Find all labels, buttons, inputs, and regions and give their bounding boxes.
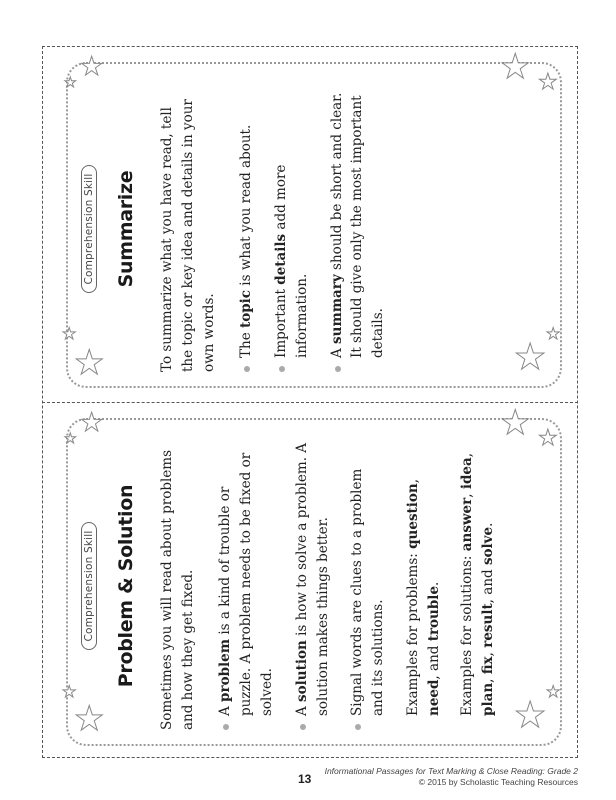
star-icon: ★ [546, 324, 561, 343]
star-icon: ★ [514, 337, 547, 378]
star-icon: ★ [74, 343, 105, 383]
star-icon: ★ [546, 682, 561, 701]
star-icon: ★ [64, 431, 77, 447]
star-icon: ★ [500, 47, 531, 87]
cut-line-divider [42, 402, 578, 403]
bullet-dot-icon [355, 724, 361, 730]
summarize-card [62, 47, 562, 388]
bullet-item: Signal words are clues to a problem and its solutions. [347, 442, 389, 730]
star-icon: ★ [514, 695, 547, 736]
star-icon: ★ [62, 682, 77, 701]
problem-solution-card-content [68, 420, 564, 748]
bullet-dot-icon [279, 366, 285, 372]
star-icon: ★ [62, 324, 77, 343]
footer-book-title: Informational Passages for Text Marking & Close Reading: Grade 2 [324, 766, 578, 776]
summarize-card-content [68, 64, 564, 390]
skill-badge: Comprehension Skill [81, 522, 97, 649]
star-icon: ★ [80, 408, 104, 438]
skill-badge: Comprehension Skill [81, 165, 97, 292]
star-icon: ★ [500, 403, 531, 443]
page-number: 13 [298, 772, 312, 786]
examples-solutions: Examples for solutions: answer, idea, plan, fix, result, and solve. [459, 452, 497, 716]
footer-copyright: © 2015 by Scholastic Teaching Resources [418, 777, 578, 788]
intro-text: To summarize what you have read, tell the topic or key idea and details in your own words. [159, 99, 217, 372]
star-icon: ★ [538, 426, 558, 451]
bullet-dot-icon [335, 366, 341, 372]
card-title: Summarize [115, 170, 137, 288]
bullet-dot-icon [223, 724, 229, 730]
bullet-dot-icon [300, 724, 306, 730]
bullet-dot-icon [244, 366, 250, 372]
examples-problems: Examples for problems: question, need, and trouble. [405, 478, 443, 716]
footer-credit [325, 766, 578, 789]
bullet-item: A summary should be short and clear. It should give only the most important details. [327, 86, 390, 372]
star-icon: ★ [64, 75, 77, 91]
intro-text: Sometimes you will read about problems and how they get fixed. [159, 449, 196, 730]
star-icon: ★ [80, 52, 104, 82]
bullet-item: Important details add more information. [271, 86, 313, 372]
star-icon: ★ [74, 699, 105, 739]
bullet-item: A solution is how to solve a problem. A solution makes things better. [292, 442, 334, 730]
card-title: Problem & Solution [115, 484, 137, 688]
star-icon: ★ [538, 70, 558, 95]
bullet-item: A problem is a kind of trouble or puzzle. A problem needs to be fixed or solved. [215, 442, 278, 730]
bullet-item: The topic is what you read about. [236, 86, 257, 372]
problem-solution-card [62, 403, 562, 746]
